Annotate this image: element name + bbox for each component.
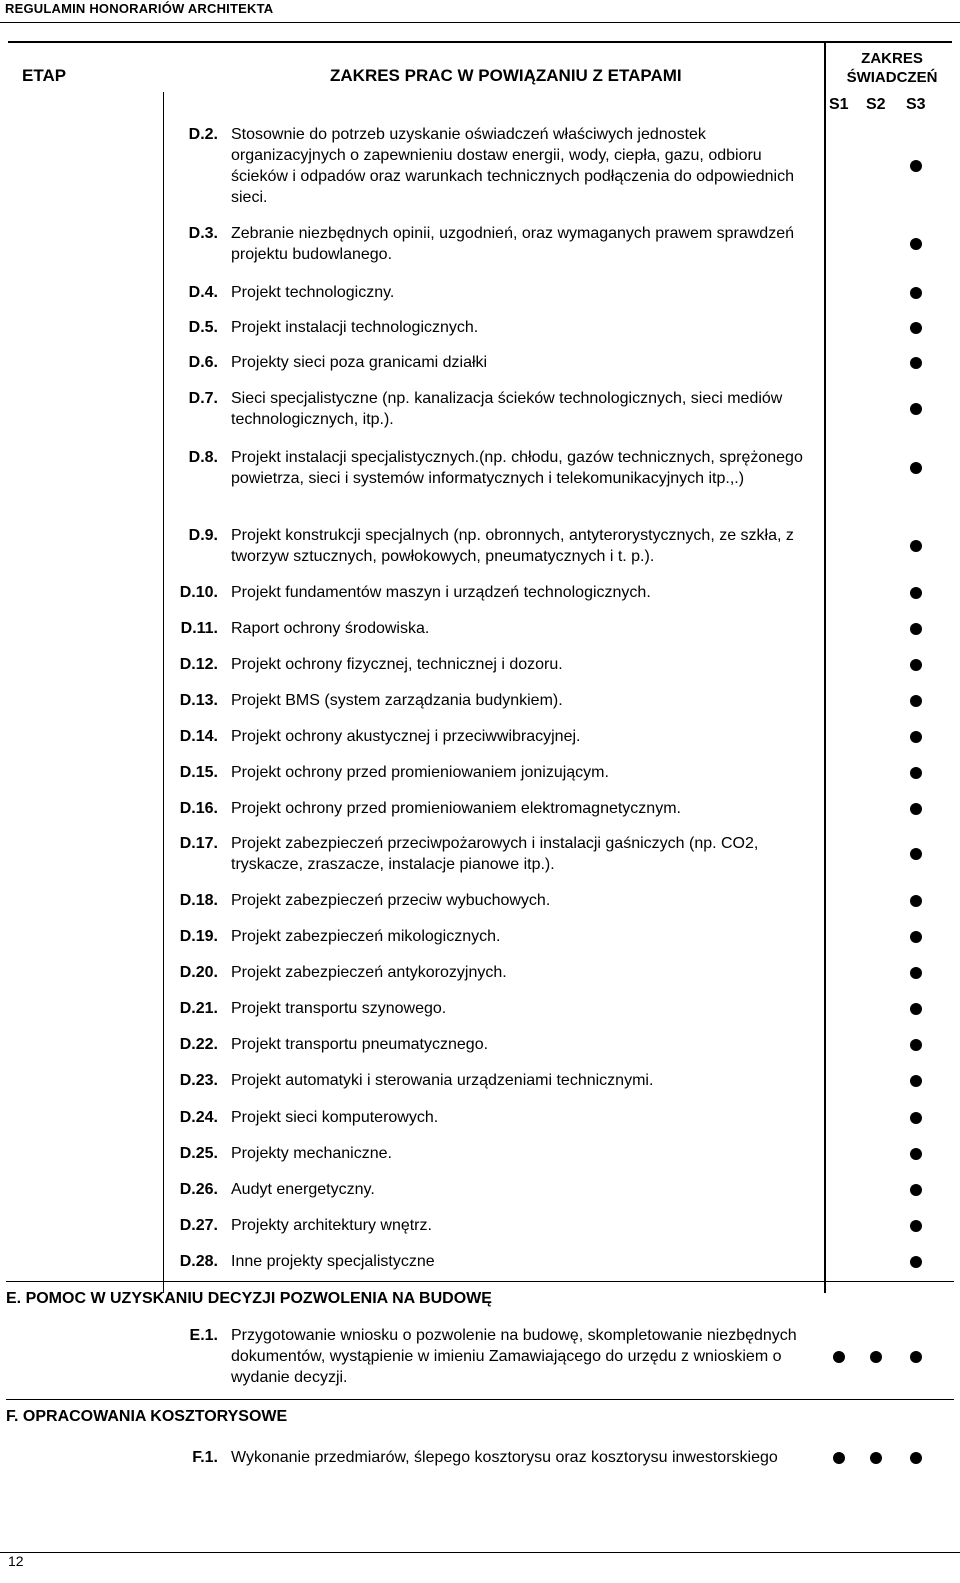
section-f-rule	[6, 1399, 954, 1400]
row-code: D.13.	[179, 692, 218, 709]
scope-mark-s3-icon	[910, 731, 922, 743]
scope-mark-s3-icon	[910, 238, 922, 250]
row-code: D.21.	[179, 1000, 218, 1017]
row-description: Projekt technologiczny.	[231, 284, 395, 301]
header-swiadczen: ŚWIADCZEŃ	[846, 69, 938, 86]
header-s1: S1	[829, 96, 849, 113]
section-f-title: F. OPRACOWANIA KOSZTORYSOWE	[6, 1408, 288, 1425]
scope-mark-s3-icon	[910, 322, 922, 334]
scope-mark-s3-icon	[910, 967, 922, 979]
row-description: Projekt zabezpieczeń przeciwpożarowych i instalacji gaśniczych (np. CO2, tryskacze, zraszacze, instalacje pianowe itp.).	[231, 835, 759, 873]
scope-mark-s3-icon	[910, 1256, 922, 1268]
row-code: D.4.	[188, 284, 218, 301]
row-code: D.12.	[179, 656, 218, 673]
header-title: ZAKRES PRAC W POWIĄZANIU Z ETAPAMI	[330, 66, 682, 85]
row-code: D.16.	[179, 800, 218, 817]
scope-mark-s1-icon	[833, 1351, 845, 1363]
scope-mark-s3-icon	[910, 587, 922, 599]
scope-mark-s3-icon	[910, 1112, 922, 1124]
row-code: D.15.	[179, 764, 218, 781]
header-s2: S2	[866, 96, 886, 113]
scope-mark-s3-icon	[910, 803, 922, 815]
scope-mark-s3-icon	[910, 462, 922, 474]
scope-mark-s3-icon	[910, 1003, 922, 1015]
table-top-rule	[8, 41, 952, 43]
scope-mark-s3-icon	[910, 767, 922, 779]
scope-mark-s3-icon	[910, 287, 922, 299]
row-code: D.3.	[188, 225, 218, 242]
section-e-title: E. POMOC W UZYSKANIU DECYZJI POZWOLENIA NA BUDOWĘ	[6, 1290, 492, 1307]
row-description: Projekt ochrony przed promieniowaniem jonizującym.	[231, 764, 609, 781]
row-description: Sieci specjalistyczne (np. kanalizacja ścieków technologicznych, sieci mediów technologicznych, itp.).	[231, 390, 783, 428]
row-description: Inne projekty specjalistyczne	[231, 1253, 435, 1270]
row-code: D.17.	[179, 835, 218, 852]
header-s3: S3	[906, 96, 926, 113]
scope-mark-s2-icon	[870, 1452, 882, 1464]
scope-mark-s3-icon	[910, 1220, 922, 1232]
scope-mark-s3-icon	[910, 1351, 922, 1363]
row-code: D.28.	[179, 1253, 218, 1270]
row-code: D.24.	[179, 1109, 218, 1126]
row-code: D.26.	[179, 1181, 218, 1198]
row-description: Projekt transportu pneumatycznego.	[231, 1036, 489, 1053]
row-code: D.25.	[179, 1145, 218, 1162]
scope-mark-s3-icon	[910, 931, 922, 943]
footer-rule	[0, 1552, 960, 1553]
scope-mark-s3-icon	[910, 1075, 922, 1087]
row-description: Projekt automatyki i sterowania urządzeniami technicznymi.	[231, 1072, 654, 1089]
scope-mark-s3-icon	[910, 695, 922, 707]
row-description: Projekt zabezpieczeń przeciw wybuchowych.	[231, 892, 551, 909]
scope-mark-s3-icon	[910, 659, 922, 671]
row-code: D.7.	[188, 390, 218, 407]
scope-mark-s3-icon	[910, 540, 922, 552]
row-code: D.14.	[179, 728, 218, 745]
header-etap: ETAP	[22, 66, 67, 85]
row-code: D.23.	[179, 1072, 218, 1089]
row-description: Wykonanie przedmiarów, ślepego kosztorysu oraz kosztorysu inwestorskiego	[231, 1449, 778, 1466]
row-description: Projekty sieci poza granicami działki	[231, 354, 488, 371]
row-description: Projekty architektury wnętrz.	[231, 1217, 432, 1234]
row-description: Projekty mechaniczne.	[231, 1145, 392, 1162]
header-zakres: ZAKRES	[861, 50, 923, 67]
row-description: Projekt instalacji specjalistycznych.(np. chłodu, gazów technicznych, sprężonego powietrza, sieci i systemów informatycznych i telekomunikacyjnych itp.,.)	[231, 449, 803, 487]
row-description: Projekt konstrukcji specjalnych (np. obronnych, antyterorystycznych, ze szkła, z tworzyw sztucznych, powłokowych, pneumatycznych i t. p.).	[231, 527, 794, 565]
row-description: Projekt sieci komputerowych.	[231, 1109, 439, 1126]
scope-mark-s2-icon	[870, 1351, 882, 1363]
row-description: Stosownie do potrzeb uzyskanie oświadczeń właściwych jednostek organizacyjnych o zapewnieniu dostaw energii, wody, ciepła, gazu, odbioru ścieków i odpadów oraz warunkach technicznych podłączenia do odpowiednich sieci.	[231, 126, 795, 206]
scope-mark-s3-icon	[910, 848, 922, 860]
page-number: 12	[8, 1553, 24, 1569]
row-description: Projekt BMS (system zarządzania budynkiem).	[231, 692, 563, 709]
row-code: F.1.	[192, 1449, 218, 1466]
row-description: Zebranie niezbędnych opinii, uzgodnień, oraz wymaganych prawem sprawdzeń projektu budowlanego.	[231, 225, 794, 263]
row-code: D.9.	[188, 527, 218, 544]
scope-mark-s3-icon	[910, 623, 922, 635]
row-description: Projekt transportu szynowego.	[231, 1000, 447, 1017]
row-description: Audyt energetyczny.	[231, 1181, 375, 1198]
section-e-rule	[6, 1281, 954, 1282]
row-description: Raport ochrony środowiska.	[231, 620, 430, 637]
row-code: D.11.	[180, 620, 218, 637]
row-code: D.19.	[179, 928, 218, 945]
row-code: D.5.	[188, 319, 218, 336]
row-description: Przygotowanie wniosku o pozwolenie na budowę, skompletowanie niezbędnych dokumentów, wystąpienie w imieniu Zamawiającego do urzędu z wnioskiem o wydanie decyzji.	[231, 1327, 797, 1386]
scope-mark-s3-icon	[910, 895, 922, 907]
row-code: D.22.	[179, 1036, 218, 1053]
scope-mark-s3-icon	[910, 1148, 922, 1160]
row-code: D.20.	[179, 964, 218, 981]
column-divider	[824, 41, 826, 1293]
row-description: Projekt ochrony akustycznej i przeciwwibracyjnej.	[231, 728, 581, 745]
row-code: D.8.	[188, 449, 218, 466]
row-code: D.10.	[179, 584, 218, 601]
row-description: Projekt zabezpieczeń mikologicznych.	[231, 928, 501, 945]
row-description: Projekt instalacji technologicznych.	[231, 319, 479, 336]
row-description: Projekt ochrony przed promieniowaniem elektromagnetycznym.	[231, 800, 681, 817]
row-code: D.6.	[188, 354, 218, 371]
scope-mark-s3-icon	[910, 403, 922, 415]
scope-mark-s3-icon	[910, 1039, 922, 1051]
scope-mark-s3-icon	[910, 1184, 922, 1196]
top-rule	[0, 22, 960, 23]
row-code: D.2.	[188, 126, 218, 143]
row-code: D.18.	[179, 892, 218, 909]
scope-mark-s3-icon	[910, 160, 922, 172]
row-code: D.27.	[179, 1217, 218, 1234]
scope-mark-s3-icon	[910, 1452, 922, 1464]
running-head: REGULAMIN HONORARIÓW ARCHITEKTA	[5, 1, 274, 16]
row-description: Projekt ochrony fizycznej, technicznej i dozoru.	[231, 656, 563, 673]
row-description: Projekt fundamentów maszyn i urządzeń technologicznych.	[231, 584, 651, 601]
scope-mark-s1-icon	[833, 1452, 845, 1464]
row-description: Projekt zabezpieczeń antykorozyjnych.	[231, 964, 507, 981]
row-code: E.1.	[189, 1327, 218, 1344]
scope-mark-s3-icon	[910, 357, 922, 369]
